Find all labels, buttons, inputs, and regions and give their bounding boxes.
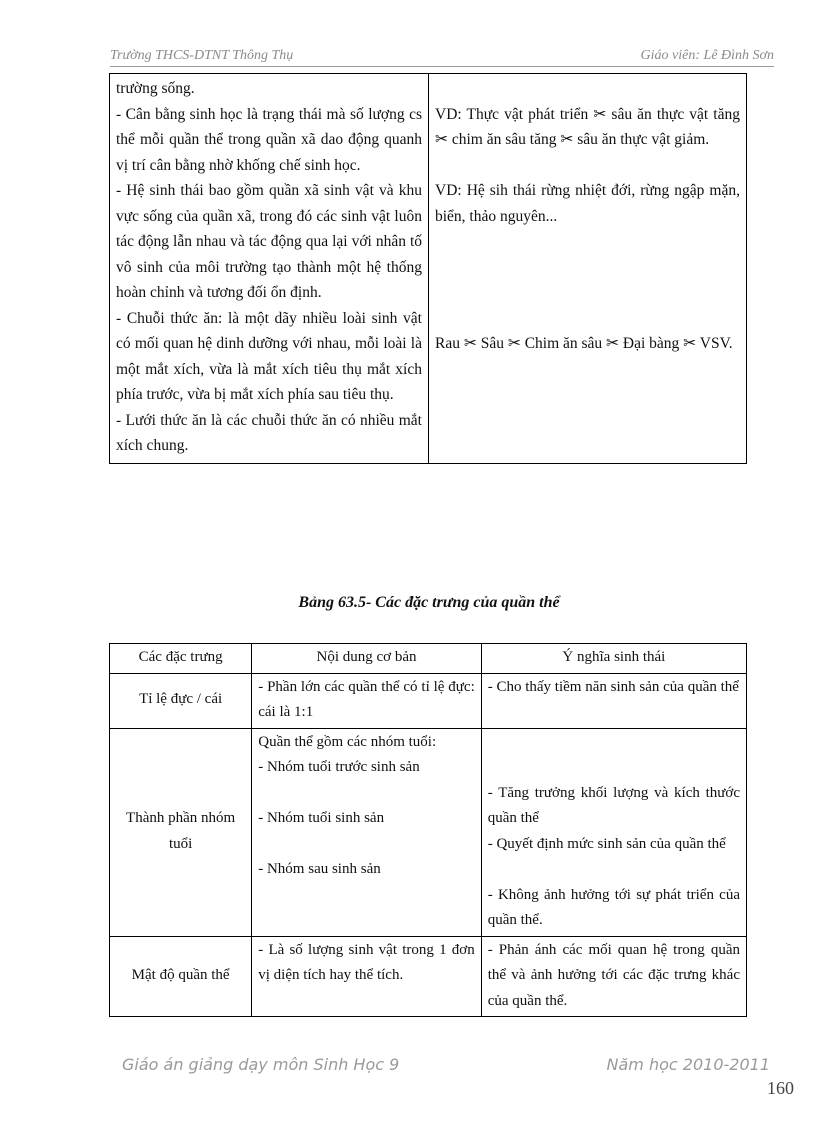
- example-text: VD: Hệ sih thái rừng nhiệt đới, rừng ngập mặn, biển, thảo nguyên...: [435, 182, 740, 225]
- spacer: [435, 153, 740, 179]
- content-item: - Nhóm tuổi sinh sản: [258, 810, 385, 826]
- table-row: [110, 728, 747, 936]
- population-traits-table: [109, 643, 747, 1017]
- example-text: Rau ✂ Sâu ✂ Chim ăn sâu ✂ Đại bàng ✂ VSV.: [435, 335, 733, 352]
- concept-text: trường sống.: [116, 80, 195, 97]
- header-teacher: Giáo viên: Lê Đình Sơn: [640, 48, 774, 63]
- footer-subject: Giáo án giảng dạy môn Sinh Học 9: [122, 1055, 400, 1074]
- concept-text: - Chuỗi thức ăn: là một dãy nhiều loài sinh vật có mối quan hệ dinh dưỡng với nhau, mỗi loài là một mắt xích, vừa là mắt xích tiêu thụ mắt xích phía trước, vừa bị mắt xích phía sau tiêu thụ.: [116, 309, 422, 403]
- spacer: [435, 229, 740, 331]
- content-cell: - Phần lớn các quần thể có tỉ lệ đực: cái là 1:1: [252, 673, 482, 728]
- footer-year: Năm học 2010-2011: [606, 1055, 770, 1074]
- spacer: [488, 730, 740, 781]
- feature-cell: Thành phần nhóm tuổi: [110, 728, 252, 936]
- meaning-cell: - Phản ánh các mối quan hệ trong quần thể và ảnh hưởng tới các đặc trưng khác của quần thể.: [481, 936, 746, 1017]
- meaning-item: - Quyết định mức sinh sản của quần thể: [487, 835, 726, 852]
- content-cell: [252, 728, 482, 936]
- table-row: [110, 74, 747, 464]
- header-school: Trường THCS-DTNT Thông Thụ: [110, 48, 294, 63]
- table-row: [110, 673, 747, 728]
- page-number: 160: [767, 1078, 794, 1098]
- column-header: Nội dung cơ bản: [252, 644, 482, 674]
- concept-text: - Hệ sinh thái bao gồm quần xã sinh vật và khu vực sống của quần xã, trong đó các sinh vật luôn tác động lẫn nhau và tác động qua lại với nhân tố vô sinh của môi trường tạo thành một hệ thống hoàn chỉnh và tương đối ổn định.: [116, 182, 422, 301]
- concepts-table: [109, 73, 747, 464]
- concept-text: - Lưới thức ăn là các chuỗi thức ăn có nhiều mắt xích chung.: [116, 411, 422, 454]
- table-caption: Bảng 63.5- Các đặc trưng của quần thể: [298, 594, 560, 611]
- page-footer: [122, 1055, 770, 1074]
- table-cell: [429, 74, 747, 464]
- table-header-row: [110, 644, 747, 674]
- example-text: VD: Thực vật phát triển ✂ sâu ăn thực vật tăng ✂ chim ăn sâu tăng ✂ sâu ăn thực vật giảm.: [435, 105, 740, 148]
- table-row: [110, 936, 747, 1017]
- page-header: [110, 48, 774, 67]
- column-header: Các đặc trưng: [110, 644, 252, 674]
- concept-text: - Cân bằng sinh học là trạng thái mà số lượng cs thể mỗi quần thể trong quần xã dao động quanh vị trí cân bằng nhờ khống chế sinh học.: [116, 105, 422, 174]
- meaning-item: - Không ảnh hưởng tới sự phát triển của quần thể.: [487, 886, 740, 928]
- content-intro: Quần thể gồm các nhóm tuổi:: [258, 733, 437, 750]
- content-item: - Nhóm sau sinh sản: [258, 861, 381, 877]
- feature-cell: Tỉ lệ đực / cái: [110, 673, 252, 728]
- column-header: Ý nghĩa sinh thái: [481, 644, 746, 674]
- meaning-cell: - Cho thấy tiềm năn sinh sản của quần thể: [481, 673, 746, 728]
- meaning-cell: [481, 728, 746, 936]
- feature-cell: Mật độ quần thể: [110, 936, 252, 1017]
- content-cell: - Là số lượng sinh vật trong 1 đơn vị diện tích hay thể tích.: [252, 936, 482, 1017]
- table-cell: [110, 74, 429, 464]
- meaning-item: - Tăng trưởng khối lượng và kích thước quần thể: [487, 784, 740, 826]
- content-item: - Nhóm tuổi trước sinh sản: [258, 759, 420, 775]
- spacer: [435, 76, 740, 102]
